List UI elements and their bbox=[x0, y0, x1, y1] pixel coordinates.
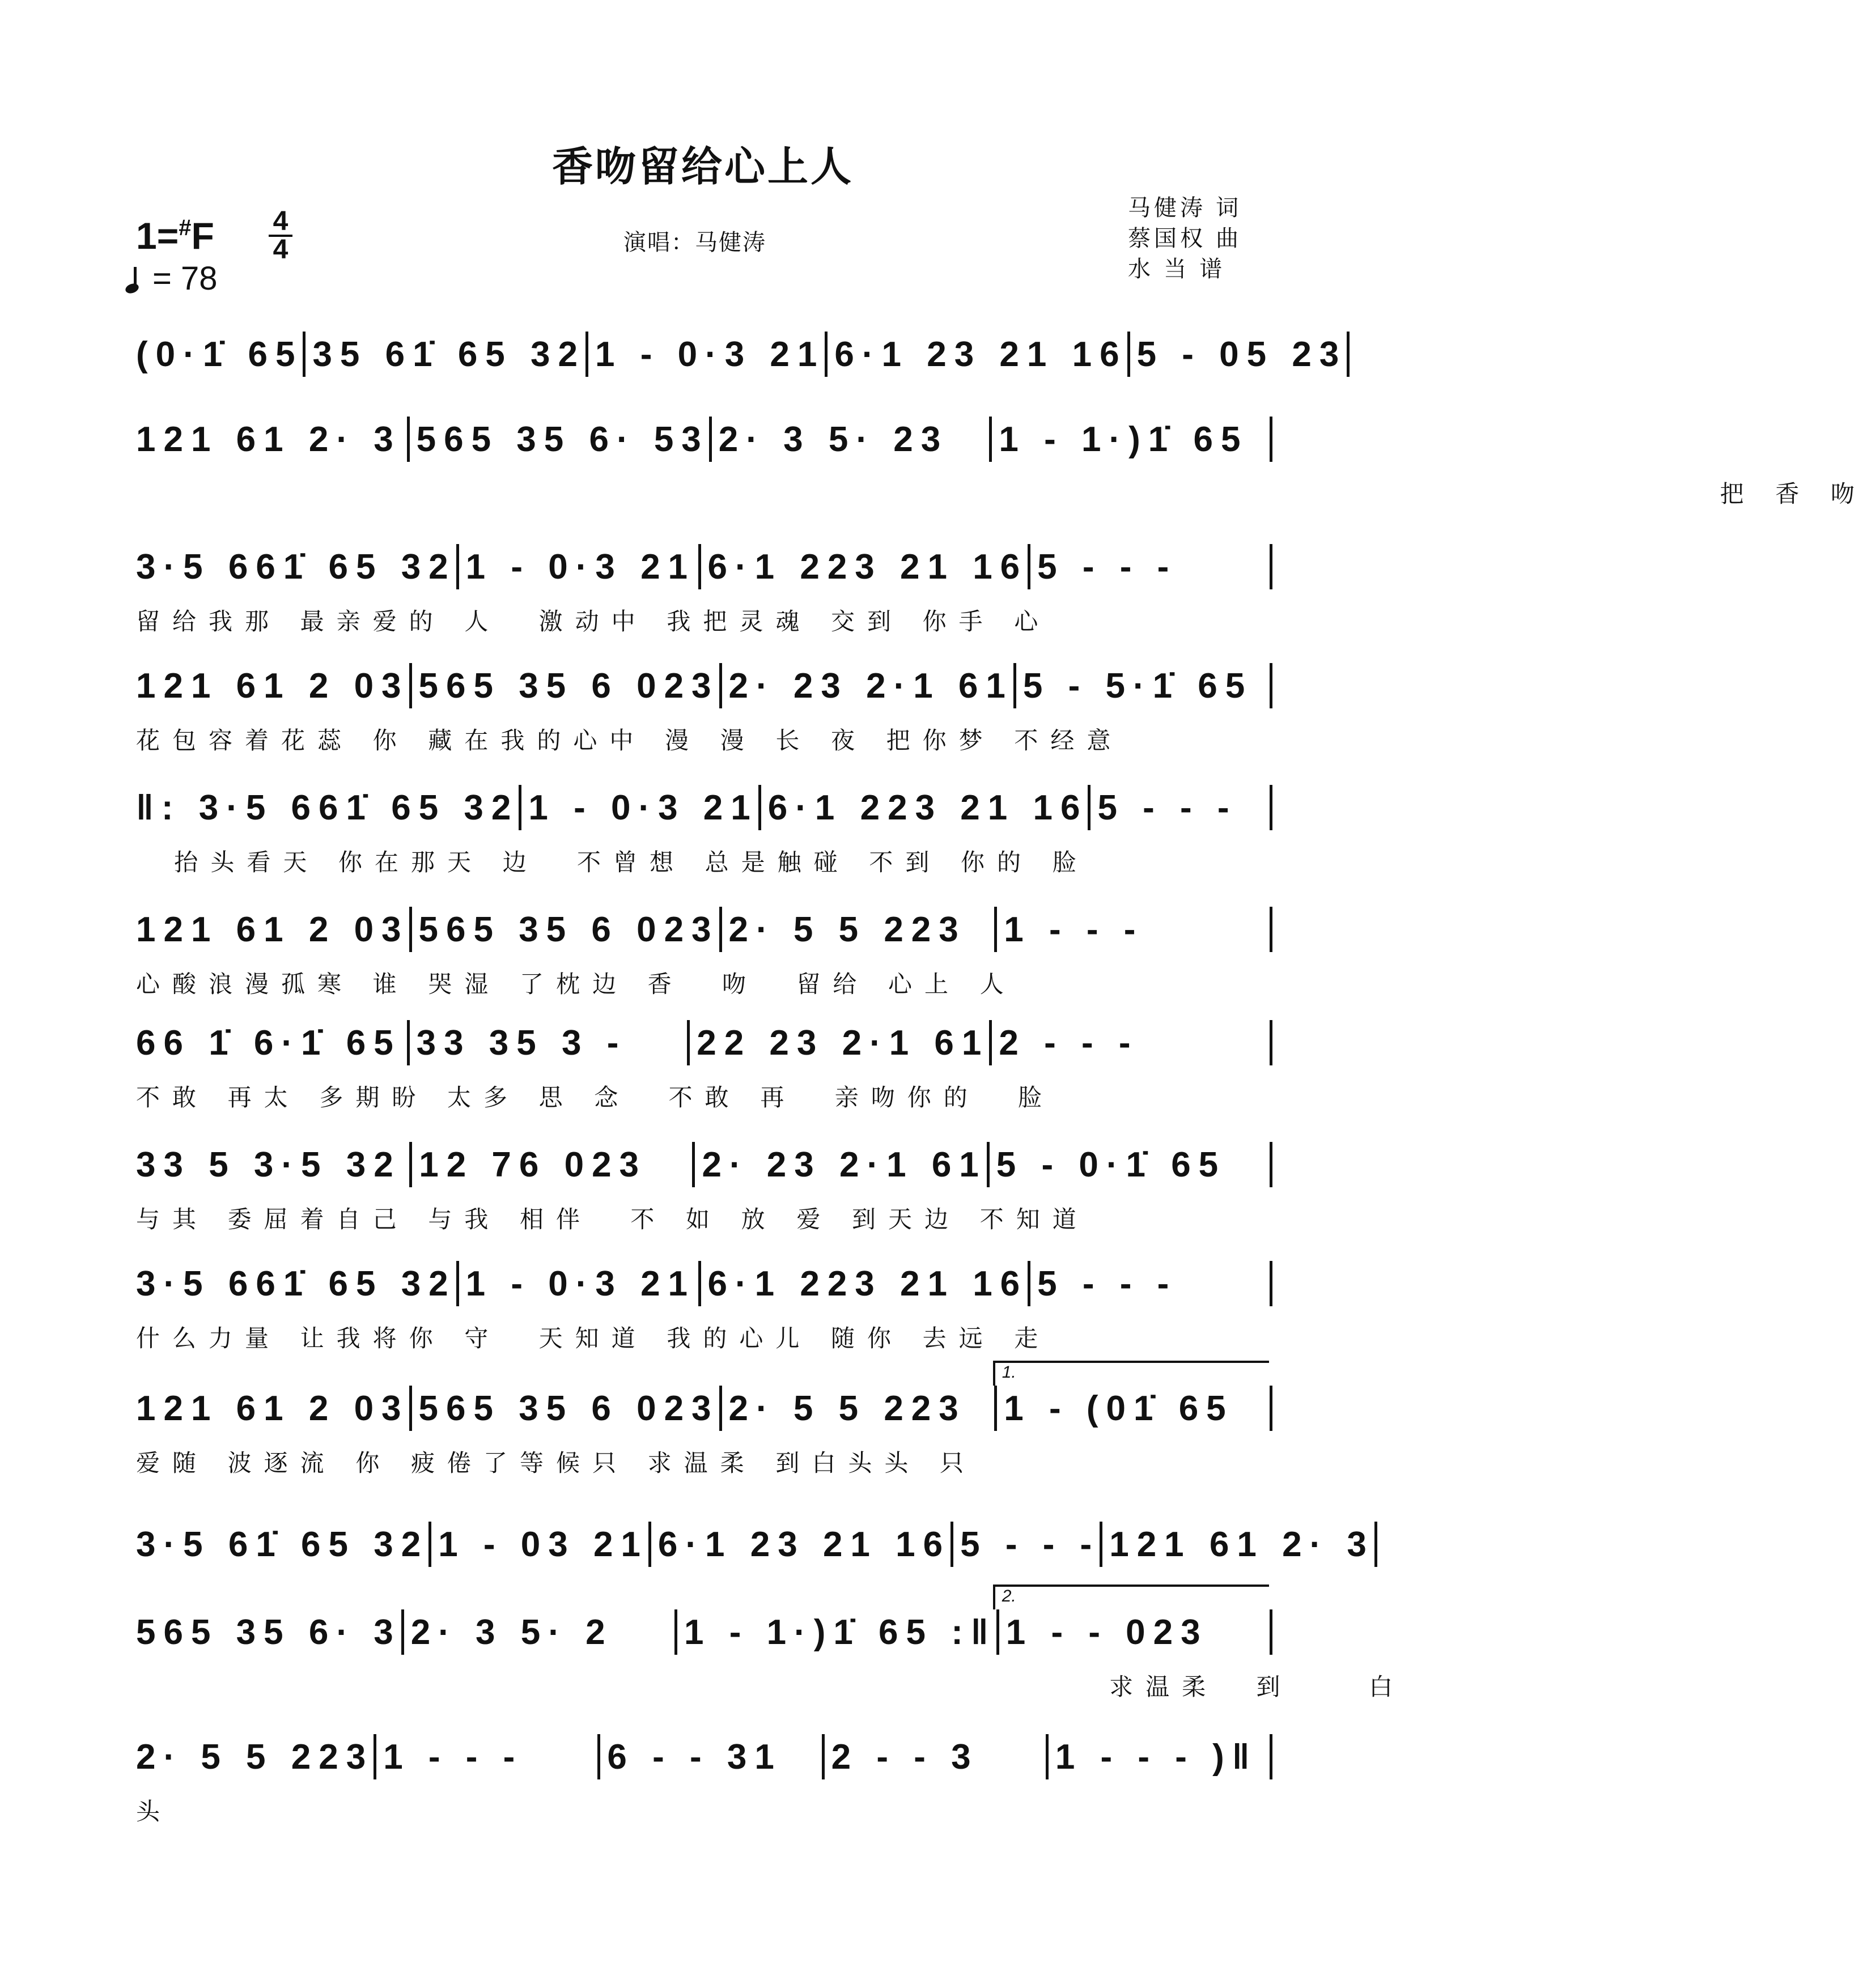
notation-line bbox=[136, 907, 1272, 952]
measure: 2· 5 5 223 bbox=[722, 1386, 998, 1431]
measure: 1 - - - )‖ bbox=[1049, 1734, 1272, 1779]
measure: 1 - 03 21 bbox=[431, 1522, 651, 1567]
notation-line bbox=[136, 663, 1272, 708]
time-signature-bottom: 4 bbox=[273, 235, 288, 265]
lyrics-line: 心酸浪漫孤寒 谁 哭湿 了枕边 香 吻 留给 心上 人 bbox=[136, 971, 1016, 997]
measure: 3·5 661̇ 65 32 bbox=[136, 1261, 459, 1306]
notation-line bbox=[136, 1020, 1272, 1065]
lyrics-line: 留给我那 最亲爱的 人 激动中 我把灵魂 交到 你手 心 bbox=[136, 608, 1051, 635]
notation-line bbox=[136, 785, 1272, 830]
notation-line bbox=[136, 1261, 1272, 1306]
measure: 2· 5 5 223 bbox=[722, 907, 998, 952]
quarter-note-icon bbox=[134, 267, 146, 290]
measure: 2 - - 3 bbox=[825, 1734, 1049, 1779]
measure: 2· 5 5 223 bbox=[136, 1734, 376, 1779]
transcriber-credit: 水 当 谱 bbox=[1128, 257, 1226, 282]
measure: 2· 3 5· 23 bbox=[712, 417, 992, 462]
measure: ‖: 3·5 661̇ 65 32 bbox=[136, 785, 521, 830]
measure: 6 - - 31 bbox=[600, 1734, 824, 1779]
measure: (0·1̇ 65 bbox=[136, 332, 305, 377]
measure: 2 - - - bbox=[992, 1020, 1272, 1065]
lyrics-line: 求温柔 到 白 bbox=[136, 1673, 1406, 1700]
measure: 66 1̇ 6·1̇ 65 bbox=[136, 1020, 410, 1065]
measure: 121 61 2 03 bbox=[136, 907, 412, 952]
measure: 22 23 2·1 61 bbox=[690, 1020, 992, 1065]
tempo-marking bbox=[134, 260, 218, 298]
measure: 6·1 23 21 16 bbox=[828, 332, 1130, 377]
lyricist-credit: 马健涛 词 bbox=[1128, 196, 1242, 220]
measure: 5 - - - bbox=[1091, 785, 1272, 830]
measure: 565 35 6 023 bbox=[412, 907, 722, 952]
measure: 2· 3 5· 2 bbox=[404, 1609, 677, 1655]
composer-credit: 蔡国权 曲 bbox=[1128, 226, 1242, 251]
measure: 1 - (01̇ 65 bbox=[997, 1386, 1272, 1431]
notation-line bbox=[136, 1142, 1272, 1187]
key-note: F bbox=[191, 215, 214, 257]
notation-line bbox=[136, 544, 1272, 589]
lyrics-line: 头 bbox=[136, 1798, 173, 1825]
measure: 33 5 3·5 32 bbox=[136, 1142, 412, 1187]
measure: 565 35 6· 3 bbox=[136, 1609, 404, 1655]
measure: 5 - - - bbox=[1030, 1261, 1272, 1306]
measure: 1 - - - bbox=[997, 907, 1272, 952]
measure: 12 76 023 bbox=[412, 1142, 695, 1187]
key-prefix: 1= bbox=[136, 215, 179, 257]
measure: 1 - 0·3 21 bbox=[459, 544, 701, 589]
page-title: 香吻留给心上人 bbox=[551, 145, 854, 190]
measure: 121 61 2· 3 bbox=[1102, 1522, 1377, 1567]
measure: 1 - 1·)1̇ 65 :‖ bbox=[677, 1609, 999, 1655]
measure: 5 - - - bbox=[953, 1522, 1102, 1567]
measure: 1 - 0·3 21 bbox=[588, 332, 828, 377]
time-signature bbox=[266, 206, 295, 265]
lyrics-line: 花包容着花蕊 你 藏在我的心中 漫 漫 长 夜 把你梦 不经意 bbox=[136, 727, 1123, 754]
notation-line bbox=[136, 1734, 1272, 1779]
singer-credit: 演唱：马健涛 bbox=[623, 230, 766, 255]
measure: 5 - - - bbox=[1030, 544, 1272, 589]
measure: 1 - - 023 bbox=[999, 1609, 1272, 1655]
measure: 565 35 6 023 bbox=[412, 1386, 722, 1431]
measure: 6·1 223 21 16 bbox=[761, 785, 1091, 830]
volta-bracket: 1. bbox=[993, 1361, 1269, 1386]
lyrics-line: 抬头看天 你在那天 边 不曾想 总是触碰 不到 你的 脸 bbox=[136, 849, 1089, 876]
measure: 1 - 1·)1̇ 65 bbox=[992, 417, 1272, 462]
lyrics-line: 与其 委屈着自己 与我 相伴 不 如 放 爱 到天边 不知道 bbox=[136, 1206, 1089, 1233]
volta-bracket: 2. bbox=[993, 1585, 1269, 1609]
tempo-value: = 78 bbox=[152, 260, 218, 297]
notation-line bbox=[136, 332, 1347, 377]
measure: 33 35 3 - bbox=[410, 1020, 690, 1065]
measure: 5 - 0·1̇ 65 bbox=[990, 1142, 1272, 1187]
measure: 121 61 2 03 bbox=[136, 1386, 412, 1431]
measure: 5 - 05 23 bbox=[1130, 332, 1350, 377]
measure: 6·1 23 21 16 bbox=[651, 1522, 953, 1567]
credits bbox=[1128, 193, 1275, 284]
measure: 121 61 2 03 bbox=[136, 663, 412, 708]
sharp-sign: # bbox=[179, 215, 192, 240]
time-signature-top: 4 bbox=[273, 206, 288, 236]
measure: 6·1 223 21 16 bbox=[701, 544, 1031, 589]
measure: 1 - 0·3 21 bbox=[459, 1261, 701, 1306]
measure: 2· 23 2·1 61 bbox=[722, 663, 1016, 708]
measure: 1 - 0·3 21 bbox=[521, 785, 761, 830]
lyrics-line: 不敢 再太 多期盼 太多 思 念 不敢 再 亲吻你的 脸 bbox=[136, 1084, 1055, 1111]
measure: 5 - 5·1̇ 65 bbox=[1016, 663, 1272, 708]
lyrics-line: 什么力量 让我将你 守 天知道 我的心儿 随你 去远 走 bbox=[136, 1325, 1051, 1352]
notation-line bbox=[136, 1386, 1272, 1431]
measure: 2· 23 2·1 61 bbox=[695, 1142, 989, 1187]
measure: 35 61̇ 65 32 bbox=[305, 332, 588, 377]
measure: 565 35 6 023 bbox=[412, 663, 722, 708]
lyrics-line: 把 香 吻 bbox=[136, 481, 1867, 507]
measure: 1 - - - bbox=[376, 1734, 600, 1779]
measure: 565 35 6· 53 bbox=[410, 417, 712, 462]
measure: 3·5 61̇ 65 32 bbox=[136, 1522, 431, 1567]
measure: 121 61 2· 3 bbox=[136, 417, 410, 462]
notation-line bbox=[136, 1522, 1374, 1567]
notation-line bbox=[136, 1609, 1272, 1655]
notation-line bbox=[136, 417, 1272, 462]
measure: 6·1 223 21 16 bbox=[701, 1261, 1031, 1306]
key-signature bbox=[136, 214, 214, 257]
lyrics-line: 爱随 波逐流 你 疲倦了等候只 求温柔 到白头头 只 bbox=[136, 1450, 977, 1476]
measure: 3·5 661̇ 65 32 bbox=[136, 544, 459, 589]
